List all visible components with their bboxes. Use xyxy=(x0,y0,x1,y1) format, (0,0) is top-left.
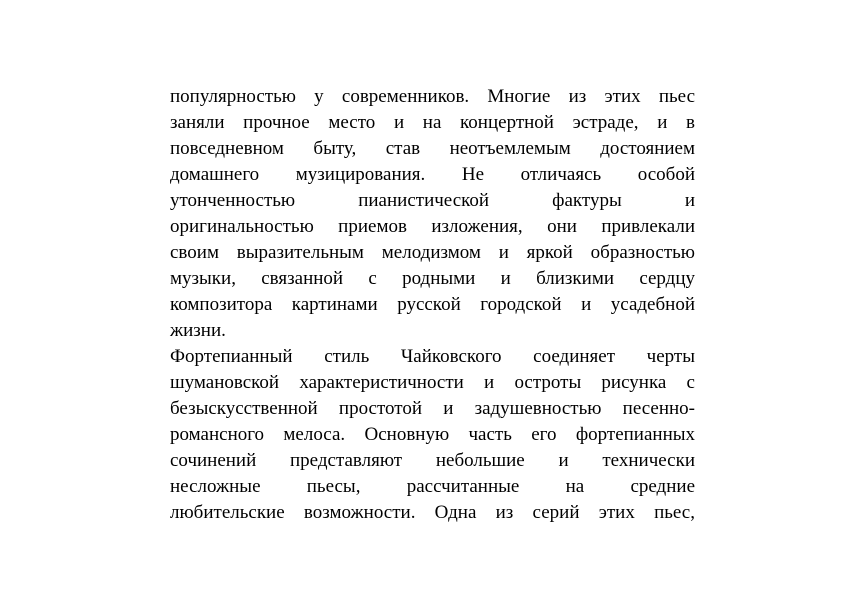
text-line: романсного мелоса. Основную часть его фортепианных xyxy=(170,424,695,445)
text-line: своим выразительным мелодизмом и яркой образностью xyxy=(170,242,695,263)
text-line-paragraph-end: жизни. xyxy=(170,320,226,341)
text-line: безыскусственной простотой и задушевностью песенно- xyxy=(170,398,695,419)
text-line: утонченностью пианистической фактуры и xyxy=(170,190,695,211)
text-line: сочинений представляют небольшие и технически xyxy=(170,450,695,471)
document-body-text xyxy=(170,84,695,526)
text-line: оригинальностью приемов изложения, они привлекали xyxy=(170,216,695,237)
text-line: музыки, связанной с родными и близкими сердцу xyxy=(170,268,695,289)
text-line: домашнего музицирования. Не отличаясь особой xyxy=(170,164,695,185)
text-line: повседневном быту, став неотъемлемым достоянием xyxy=(170,138,695,159)
text-line: Фортепианный стиль Чайковского соединяет черты xyxy=(170,346,695,367)
text-line: популярностью у современников. Многие из этих пьес xyxy=(170,86,695,107)
text-line: несложные пьесы, рассчитанные на средние xyxy=(170,476,695,497)
text-line: любительские возможности. Одна из серий этих пьес, xyxy=(170,502,695,523)
text-line: шумановской характеристичности и остроты рисунка с xyxy=(170,372,695,393)
text-line: композитора картинами русской городской и усадебной xyxy=(170,294,695,315)
text-line: заняли прочное место и на концертной эстраде, и в xyxy=(170,112,695,133)
